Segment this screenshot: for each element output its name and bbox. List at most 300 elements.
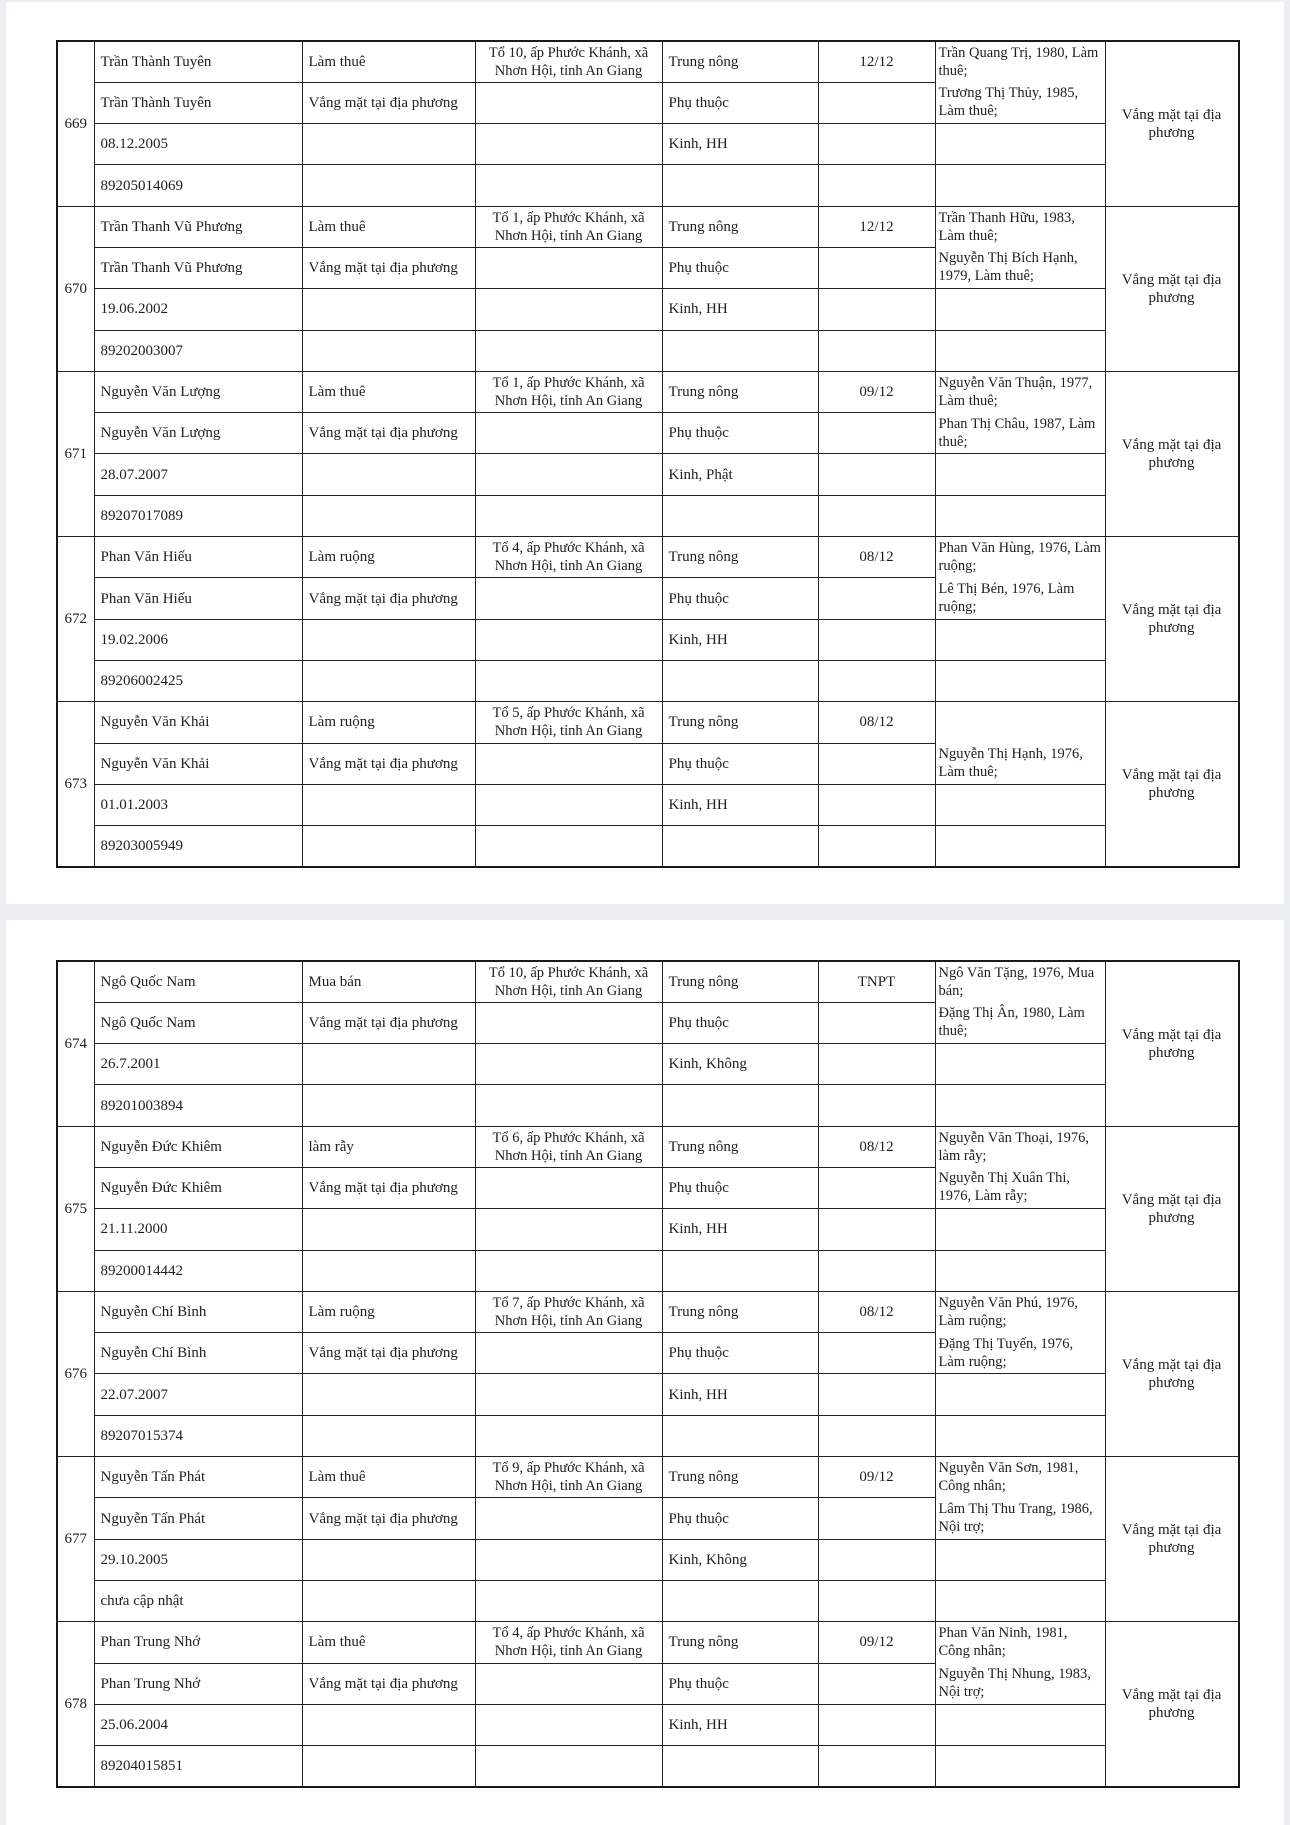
- absence-status: [1105, 1622, 1239, 1787]
- mother-info: [935, 1663, 1105, 1704]
- empty-cell: [475, 165, 662, 206]
- empty-cell: [935, 784, 1105, 825]
- empty-cell: [818, 1663, 935, 1704]
- address: Tổ 7, ấp Phước Khánh, xã Nhơn Hội, tỉnh An Giang: [475, 1291, 662, 1332]
- ethnicity-religion: Kinh, HH: [662, 1374, 818, 1415]
- father-text: [939, 702, 1102, 704]
- father-text: Phan Văn Ninh, 1981, Công nhân;: [938, 1625, 1068, 1660]
- id-number: 89203005949: [94, 826, 302, 867]
- id-number: 89200014442: [94, 1250, 302, 1291]
- empty-cell: [302, 165, 475, 206]
- empty-cell: [935, 660, 1105, 701]
- empty-cell: [302, 1209, 475, 1250]
- mother-text: Nguyễn Thị Bích Hạnh, 1979, Làm thuê;: [938, 250, 1078, 285]
- empty-cell: [475, 1580, 662, 1621]
- record-row: [57, 165, 1239, 206]
- absence-status-text: Vắng mặt tại địa phương: [1121, 1522, 1222, 1557]
- empty-cell: [302, 619, 475, 660]
- absent-label: Vắng mặt tại địa phương: [302, 1167, 475, 1208]
- empty-cell: [818, 1498, 935, 1539]
- ethnicity-religion: Kinh, HH: [662, 1704, 818, 1745]
- id-number: chưa cập nhật: [94, 1580, 302, 1621]
- address: Tổ 5, ấp Phước Khánh, xã Nhơn Hội, tỉnh An Giang: [475, 702, 662, 743]
- record-number: 671: [57, 371, 94, 536]
- education-level: 08/12: [818, 702, 935, 743]
- education-level: TNPT: [818, 961, 935, 1002]
- empty-cell: [818, 1580, 935, 1621]
- occupation: Mua bán: [302, 961, 475, 1002]
- empty-cell: [475, 1002, 662, 1043]
- education-level: 08/12: [818, 537, 935, 578]
- mother-text: Nguyễn Thị Nhung, 1983, Nội trợ;: [938, 1666, 1091, 1701]
- social-class: Trung nông: [662, 537, 818, 578]
- empty-cell: [302, 1746, 475, 1787]
- address: Tổ 1, ấp Phước Khánh, xã Nhơn Hội, tỉnh An Giang: [475, 206, 662, 247]
- mother-text: Đặng Thị Tuyến, 1976, Làm ruộng;: [938, 1335, 1074, 1370]
- record-row: [57, 619, 1239, 660]
- education-level: 09/12: [818, 1622, 935, 1663]
- empty-cell: [818, 289, 935, 330]
- empty-cell: [935, 1580, 1105, 1621]
- absence-status: [1105, 1457, 1239, 1622]
- empty-cell: [935, 1085, 1105, 1126]
- empty-cell: [302, 1250, 475, 1291]
- absence-status-text: Vắng mặt tại địa phương: [1121, 602, 1222, 637]
- absence-status-text: Vắng mặt tại địa phương: [1121, 767, 1222, 802]
- education-level: 08/12: [818, 1291, 935, 1332]
- father-info: [935, 1622, 1105, 1663]
- absence-status: [1105, 1291, 1239, 1456]
- person-name: Trần Thành Tuyên: [94, 41, 302, 82]
- absence-status: [1105, 371, 1239, 536]
- empty-cell: [302, 1415, 475, 1456]
- mother-text: Lê Thị Bén, 1976, Làm ruộng;: [938, 580, 1075, 615]
- mother-info: [935, 1167, 1105, 1208]
- social-class: Trung nông: [662, 371, 818, 412]
- empty-cell: [935, 1044, 1105, 1085]
- record-number: 675: [57, 1126, 94, 1291]
- record-row: [57, 1044, 1239, 1085]
- father-text: Nguyễn Văn Phú, 1976, Làm ruộng;: [938, 1294, 1078, 1329]
- id-number: 89207017089: [94, 495, 302, 536]
- father-info: [935, 1291, 1105, 1332]
- mother-info: [935, 1498, 1105, 1539]
- person-name-repeat: Ngô Quốc Nam: [94, 1002, 302, 1043]
- absent-label: Vắng mặt tại địa phương: [302, 743, 475, 784]
- absent-label: Vắng mặt tại địa phương: [302, 578, 475, 619]
- empty-cell: [475, 247, 662, 288]
- record-row: [57, 454, 1239, 495]
- record-row: [57, 1126, 1239, 1167]
- person-name-repeat: Phan Trung Nhớ: [94, 1663, 302, 1704]
- empty-cell: [935, 1415, 1105, 1456]
- record-row: [57, 330, 1239, 371]
- father-info: [935, 702, 1105, 743]
- empty-cell: [662, 1415, 818, 1456]
- empty-cell: [935, 124, 1105, 165]
- absent-label: Vắng mặt tại địa phương: [302, 1498, 475, 1539]
- empty-cell: [935, 1250, 1105, 1291]
- record-row: [57, 1704, 1239, 1745]
- empty-cell: [818, 413, 935, 454]
- empty-cell: [935, 289, 1105, 330]
- id-number: 89204015851: [94, 1746, 302, 1787]
- document-page-1: [6, 2, 1284, 904]
- social-class: Trung nông: [662, 1126, 818, 1167]
- mother-info: [935, 1002, 1105, 1043]
- person-name: Trần Thanh Vũ Phương: [94, 206, 302, 247]
- empty-cell: [302, 784, 475, 825]
- mother-info: [935, 578, 1105, 619]
- id-number: 89201003894: [94, 1085, 302, 1126]
- empty-cell: [818, 1002, 935, 1043]
- record-row: [57, 961, 1239, 1002]
- social-class: Trung nông: [662, 961, 818, 1002]
- record-row: [57, 41, 1239, 82]
- empty-cell: [302, 1085, 475, 1126]
- father-text: Nguyễn Văn Thoại, 1976, làm rẫy;: [938, 1129, 1089, 1164]
- empty-cell: [302, 330, 475, 371]
- father-text: Nguyễn Văn Sơn, 1981, Công nhân;: [938, 1460, 1079, 1495]
- record-row: [57, 247, 1239, 288]
- absent-label: Vắng mặt tại địa phương: [302, 1002, 475, 1043]
- absent-label: Vắng mặt tại địa phương: [302, 82, 475, 123]
- empty-cell: [935, 826, 1105, 867]
- education-level: 09/12: [818, 1457, 935, 1498]
- document-page-2: [6, 920, 1284, 1825]
- record-number: 678: [57, 1622, 94, 1787]
- address: Tổ 1, ấp Phước Khánh, xã Nhơn Hội, tỉnh An Giang: [475, 371, 662, 412]
- record-row: [57, 1663, 1239, 1704]
- empty-cell: [475, 784, 662, 825]
- empty-cell: [935, 1746, 1105, 1787]
- empty-cell: [818, 1333, 935, 1374]
- social-class: Trung nông: [662, 206, 818, 247]
- absence-status: [1105, 702, 1239, 867]
- date-of-birth: 21.11.2000: [94, 1209, 302, 1250]
- person-name-repeat: Phan Văn Hiếu: [94, 578, 302, 619]
- father-info: [935, 1457, 1105, 1498]
- family-role: Phụ thuộc: [662, 578, 818, 619]
- absence-status-text: Vắng mặt tại địa phương: [1121, 1356, 1222, 1391]
- empty-cell: [818, 247, 935, 288]
- record-row: [57, 660, 1239, 701]
- empty-cell: [935, 1539, 1105, 1580]
- empty-cell: [475, 1085, 662, 1126]
- mother-text: Nguyễn Thị Hạnh, 1976, Làm thuê;: [938, 746, 1083, 781]
- date-of-birth: 22.07.2007: [94, 1374, 302, 1415]
- empty-cell: [818, 578, 935, 619]
- absence-status: [1105, 41, 1239, 206]
- empty-cell: [662, 495, 818, 536]
- record-row: [57, 1580, 1239, 1621]
- empty-cell: [302, 1539, 475, 1580]
- empty-cell: [475, 124, 662, 165]
- empty-cell: [475, 1374, 662, 1415]
- date-of-birth: 25.06.2004: [94, 1704, 302, 1745]
- mother-text: Trương Thị Thủy, 1985, Làm thuê;: [938, 85, 1079, 120]
- empty-cell: [935, 165, 1105, 206]
- ethnicity-religion: Kinh, HH: [662, 124, 818, 165]
- empty-cell: [302, 826, 475, 867]
- record-row: [57, 1333, 1239, 1374]
- person-name-repeat: Nguyễn Văn Khải: [94, 743, 302, 784]
- family-role: Phụ thuộc: [662, 743, 818, 784]
- address: Tổ 9, ấp Phước Khánh, xã Nhơn Hội, tỉnh An Giang: [475, 1457, 662, 1498]
- empty-cell: [935, 1374, 1105, 1415]
- social-class: Trung nông: [662, 41, 818, 82]
- empty-cell: [475, 660, 662, 701]
- empty-cell: [818, 1209, 935, 1250]
- father-info: [935, 1126, 1105, 1167]
- mother-info: [935, 413, 1105, 454]
- record-row: [57, 1250, 1239, 1291]
- date-of-birth: 29.10.2005: [94, 1539, 302, 1580]
- empty-cell: [818, 330, 935, 371]
- records-table-page-1: [56, 40, 1240, 868]
- person-name: Nguyễn Văn Khải: [94, 702, 302, 743]
- family-role: Phụ thuộc: [662, 1498, 818, 1539]
- date-of-birth: 19.06.2002: [94, 289, 302, 330]
- social-class: Trung nông: [662, 1457, 818, 1498]
- record-number: 677: [57, 1457, 94, 1622]
- empty-cell: [475, 1663, 662, 1704]
- empty-cell: [475, 619, 662, 660]
- occupation: Làm ruộng: [302, 702, 475, 743]
- record-row: [57, 1457, 1239, 1498]
- ethnicity-religion: Kinh, Không: [662, 1044, 818, 1085]
- absent-label: Vắng mặt tại địa phương: [302, 1663, 475, 1704]
- occupation: làm rẫy: [302, 1126, 475, 1167]
- person-name-repeat: Nguyễn Đức Khiêm: [94, 1167, 302, 1208]
- empty-cell: [475, 1746, 662, 1787]
- record-row: [57, 206, 1239, 247]
- father-text: Nguyễn Văn Thuận, 1977, Làm thuê;: [938, 374, 1093, 409]
- father-info: [935, 41, 1105, 82]
- absence-status-text: Vắng mặt tại địa phương: [1121, 436, 1222, 471]
- mother-text: Lâm Thị Thu Trang, 1986, Nội trợ;: [938, 1500, 1093, 1535]
- person-name: Nguyễn Văn Lượng: [94, 371, 302, 412]
- empty-cell: [818, 1044, 935, 1085]
- record-row: [57, 495, 1239, 536]
- family-role: Phụ thuộc: [662, 1663, 818, 1704]
- address: Tổ 4, ấp Phước Khánh, xã Nhơn Hội, tỉnh An Giang: [475, 1622, 662, 1663]
- empty-cell: [818, 1250, 935, 1291]
- empty-cell: [302, 289, 475, 330]
- person-name: Nguyễn Đức Khiêm: [94, 1126, 302, 1167]
- absence-status-text: Vắng mặt tại địa phương: [1121, 1026, 1222, 1061]
- ethnicity-religion: Kinh, HH: [662, 619, 818, 660]
- empty-cell: [475, 82, 662, 123]
- father-info: [935, 206, 1105, 247]
- empty-cell: [935, 1209, 1105, 1250]
- person-name-repeat: Nguyễn Chí Bình: [94, 1333, 302, 1374]
- social-class: Trung nông: [662, 1291, 818, 1332]
- absence-status-text: Vắng mặt tại địa phương: [1121, 1191, 1222, 1226]
- occupation: Làm thuê: [302, 1622, 475, 1663]
- record-row: [57, 1291, 1239, 1332]
- education-level: 12/12: [818, 206, 935, 247]
- empty-cell: [818, 1415, 935, 1456]
- record-row: [57, 1374, 1239, 1415]
- occupation: Làm thuê: [302, 41, 475, 82]
- empty-cell: [475, 1539, 662, 1580]
- education-level: 09/12: [818, 371, 935, 412]
- empty-cell: [475, 330, 662, 371]
- absence-status: [1105, 206, 1239, 371]
- ethnicity-religion: Kinh, HH: [662, 289, 818, 330]
- empty-cell: [475, 1498, 662, 1539]
- person-name: Phan Trung Nhớ: [94, 1622, 302, 1663]
- empty-cell: [475, 1044, 662, 1085]
- empty-cell: [475, 578, 662, 619]
- father-info: [935, 961, 1105, 1002]
- person-name: Nguyễn Chí Bình: [94, 1291, 302, 1332]
- empty-cell: [475, 1415, 662, 1456]
- family-role: Phụ thuộc: [662, 413, 818, 454]
- family-role: Phụ thuộc: [662, 82, 818, 123]
- absent-label: Vắng mặt tại địa phương: [302, 413, 475, 454]
- empty-cell: [475, 826, 662, 867]
- empty-cell: [475, 454, 662, 495]
- empty-cell: [662, 660, 818, 701]
- id-number: 89206002425: [94, 660, 302, 701]
- empty-cell: [935, 619, 1105, 660]
- ethnicity-religion: Kinh, Không: [662, 1539, 818, 1580]
- empty-cell: [475, 1209, 662, 1250]
- empty-cell: [818, 660, 935, 701]
- record-row: [57, 82, 1239, 123]
- occupation: Làm thuê: [302, 1457, 475, 1498]
- record-row: [57, 1209, 1239, 1250]
- empty-cell: [818, 1085, 935, 1126]
- empty-cell: [818, 1167, 935, 1208]
- empty-cell: [662, 1580, 818, 1621]
- empty-cell: [818, 124, 935, 165]
- person-name-repeat: Nguyễn Tấn Phát: [94, 1498, 302, 1539]
- address: Tổ 10, ấp Phước Khánh, xã Nhơn Hội, tỉnh An Giang: [475, 961, 662, 1002]
- father-text: Phan Văn Hùng, 1976, Làm ruộng;: [938, 540, 1101, 575]
- occupation: Làm ruộng: [302, 1291, 475, 1332]
- empty-cell: [475, 1250, 662, 1291]
- empty-cell: [475, 495, 662, 536]
- mother-info: [935, 247, 1105, 288]
- record-number: 669: [57, 41, 94, 206]
- family-role: Phụ thuộc: [662, 247, 818, 288]
- empty-cell: [818, 826, 935, 867]
- empty-cell: [475, 1167, 662, 1208]
- empty-cell: [818, 743, 935, 784]
- empty-cell: [662, 826, 818, 867]
- empty-cell: [818, 619, 935, 660]
- record-row: [57, 371, 1239, 412]
- empty-cell: [935, 495, 1105, 536]
- occupation: Làm thuê: [302, 371, 475, 412]
- occupation: Làm thuê: [302, 206, 475, 247]
- records-table-page-2: [56, 960, 1240, 1788]
- empty-cell: [818, 454, 935, 495]
- absent-label: Vắng mặt tại địa phương: [302, 1333, 475, 1374]
- record-number: 672: [57, 537, 94, 702]
- absent-label: Vắng mặt tại địa phương: [302, 247, 475, 288]
- id-number: 89205014069: [94, 165, 302, 206]
- father-text: Trần Quang Trị, 1980, Làm thuê;: [938, 45, 1099, 79]
- date-of-birth: 28.07.2007: [94, 454, 302, 495]
- address: Tổ 4, ấp Phước Khánh, xã Nhơn Hội, tỉnh An Giang: [475, 537, 662, 578]
- record-row: [57, 1085, 1239, 1126]
- family-role: Phụ thuộc: [662, 1167, 818, 1208]
- empty-cell: [935, 330, 1105, 371]
- social-class: Trung nông: [662, 1622, 818, 1663]
- record-row: [57, 1498, 1239, 1539]
- education-level: 12/12: [818, 41, 935, 82]
- date-of-birth: 26.7.2001: [94, 1044, 302, 1085]
- empty-cell: [818, 784, 935, 825]
- absence-status-text: Vắng mặt tại địa phương: [1121, 1687, 1222, 1722]
- empty-cell: [662, 1746, 818, 1787]
- record-number: 673: [57, 702, 94, 867]
- empty-cell: [302, 124, 475, 165]
- record-number: 670: [57, 206, 94, 371]
- empty-cell: [662, 1085, 818, 1126]
- empty-cell: [662, 330, 818, 371]
- address: Tổ 10, ấp Phước Khánh, xã Nhơn Hội, tỉnh An Giang: [475, 41, 662, 82]
- record-row: [57, 1167, 1239, 1208]
- empty-cell: [475, 413, 662, 454]
- address: Tổ 6, ấp Phước Khánh, xã Nhơn Hội, tỉnh An Giang: [475, 1126, 662, 1167]
- record-row: [57, 1746, 1239, 1787]
- mother-text: Phan Thị Châu, 1987, Làm thuê;: [938, 415, 1096, 450]
- empty-cell: [475, 743, 662, 784]
- person-name: Phan Văn Hiếu: [94, 537, 302, 578]
- empty-cell: [302, 1704, 475, 1745]
- absence-status: [1105, 537, 1239, 702]
- person-name: Nguyễn Tấn Phát: [94, 1457, 302, 1498]
- family-role: Phụ thuộc: [662, 1333, 818, 1374]
- empty-cell: [302, 454, 475, 495]
- record-row: [57, 784, 1239, 825]
- date-of-birth: 19.02.2006: [94, 619, 302, 660]
- record-row: [57, 1622, 1239, 1663]
- education-level: 08/12: [818, 1126, 935, 1167]
- absence-status-text: Vắng mặt tại địa phương: [1121, 271, 1222, 306]
- id-number: 89202003007: [94, 330, 302, 371]
- record-row: [57, 1002, 1239, 1043]
- date-of-birth: 01.01.2003: [94, 784, 302, 825]
- empty-cell: [818, 1374, 935, 1415]
- absence-status: [1105, 961, 1239, 1126]
- mother-text: Nguyễn Thị Xuân Thi, 1976, Làm rẫy;: [938, 1170, 1071, 1205]
- empty-cell: [818, 1746, 935, 1787]
- record-row: [57, 124, 1239, 165]
- record-number: 674: [57, 961, 94, 1126]
- ethnicity-religion: Kinh, Phật: [662, 454, 818, 495]
- id-number: 89207015374: [94, 1415, 302, 1456]
- record-row: [57, 413, 1239, 454]
- social-class: Trung nông: [662, 702, 818, 743]
- absence-status: [1105, 1126, 1239, 1291]
- empty-cell: [302, 495, 475, 536]
- empty-cell: [818, 1704, 935, 1745]
- ethnicity-religion: Kinh, HH: [662, 1209, 818, 1250]
- record-row: [57, 289, 1239, 330]
- empty-cell: [935, 454, 1105, 495]
- mother-info: [935, 1333, 1105, 1374]
- ethnicity-religion: Kinh, HH: [662, 784, 818, 825]
- empty-cell: [475, 1704, 662, 1745]
- empty-cell: [475, 1333, 662, 1374]
- record-row: [57, 578, 1239, 619]
